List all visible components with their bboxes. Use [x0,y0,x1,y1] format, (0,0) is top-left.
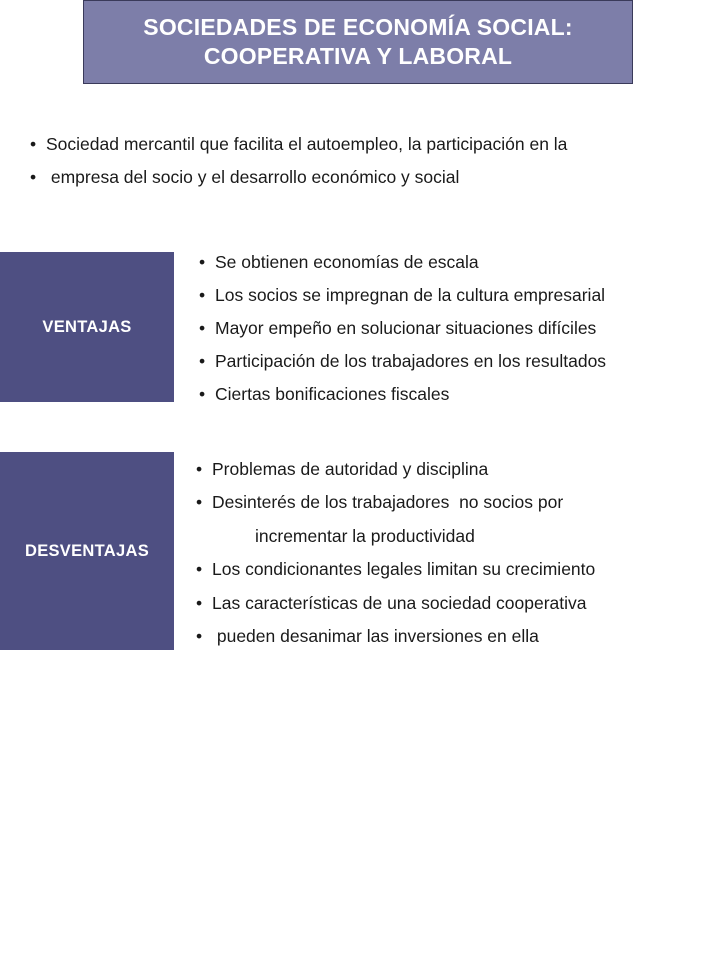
list-item-text: Los socios se impregnan de la cultura empresarial [215,285,606,305]
bullet-icon: • [199,318,206,338]
list-item-text: pueden desanimar las inversiones en ella [212,626,539,647]
list-item-continuation [196,520,595,553]
desventajas-label: DESVENTAJAS [24,541,150,560]
bullet-icon: • [196,492,203,513]
bullet-icon: • [199,252,206,272]
intro-line [30,161,710,194]
title-box [83,0,633,84]
list-item [196,587,595,620]
list-item [196,553,595,586]
desventajas-label-box [0,452,174,650]
list-item-text: Participación de los trabajadores en los resultados [215,351,607,371]
list-item-text: incrementar la productividad [255,525,475,546]
bullet-icon: • [199,351,206,371]
list-item-text: Problemas de autoridad y disciplina [212,459,489,479]
list-item-text: Ciertas bonificaciones fiscales [215,384,450,404]
intro-line [30,128,710,161]
intro-text [30,128,710,194]
bullet-icon: • [30,167,37,187]
list-item [199,378,606,411]
list-item [196,620,595,653]
bullet-icon: • [199,285,206,305]
list-item [199,312,606,345]
ventajas-list [199,246,606,411]
intro-line-text: empresa del socio y el desarrollo económico y social [46,167,460,187]
bullet-icon: • [196,592,203,613]
list-item-text: Mayor empeño en solucionar situaciones difíciles [215,318,597,338]
ventajas-label-box [0,252,174,402]
list-item [199,246,606,279]
list-item-text: Se obtienen economías de escala [215,252,479,272]
list-item [196,486,595,519]
list-item-text: Desinterés de los trabajadores no socios por [212,492,564,513]
list-item-text: Los condicionantes legales limitan su crecimiento [212,559,596,580]
bullet-icon: • [196,559,203,580]
desventajas-list [196,453,595,653]
title-line-1: SOCIEDADES DE ECONOMÍA SOCIAL: [143,14,573,40]
ventajas-label: VENTAJAS [42,317,132,336]
bullet-icon: • [196,459,203,479]
list-item [196,453,595,486]
bullet-icon: • [199,384,206,404]
list-item [199,345,606,378]
bullet-icon: • [30,134,37,154]
list-item [199,279,606,312]
list-item-text: Las características de una sociedad cooperativa [212,592,587,613]
intro-line-text: Sociedad mercantil que facilita el autoempleo, la participación en la [46,134,568,154]
title-line-2: COOPERATIVA Y LABORAL [203,43,513,69]
bullet-icon: • [196,626,203,647]
